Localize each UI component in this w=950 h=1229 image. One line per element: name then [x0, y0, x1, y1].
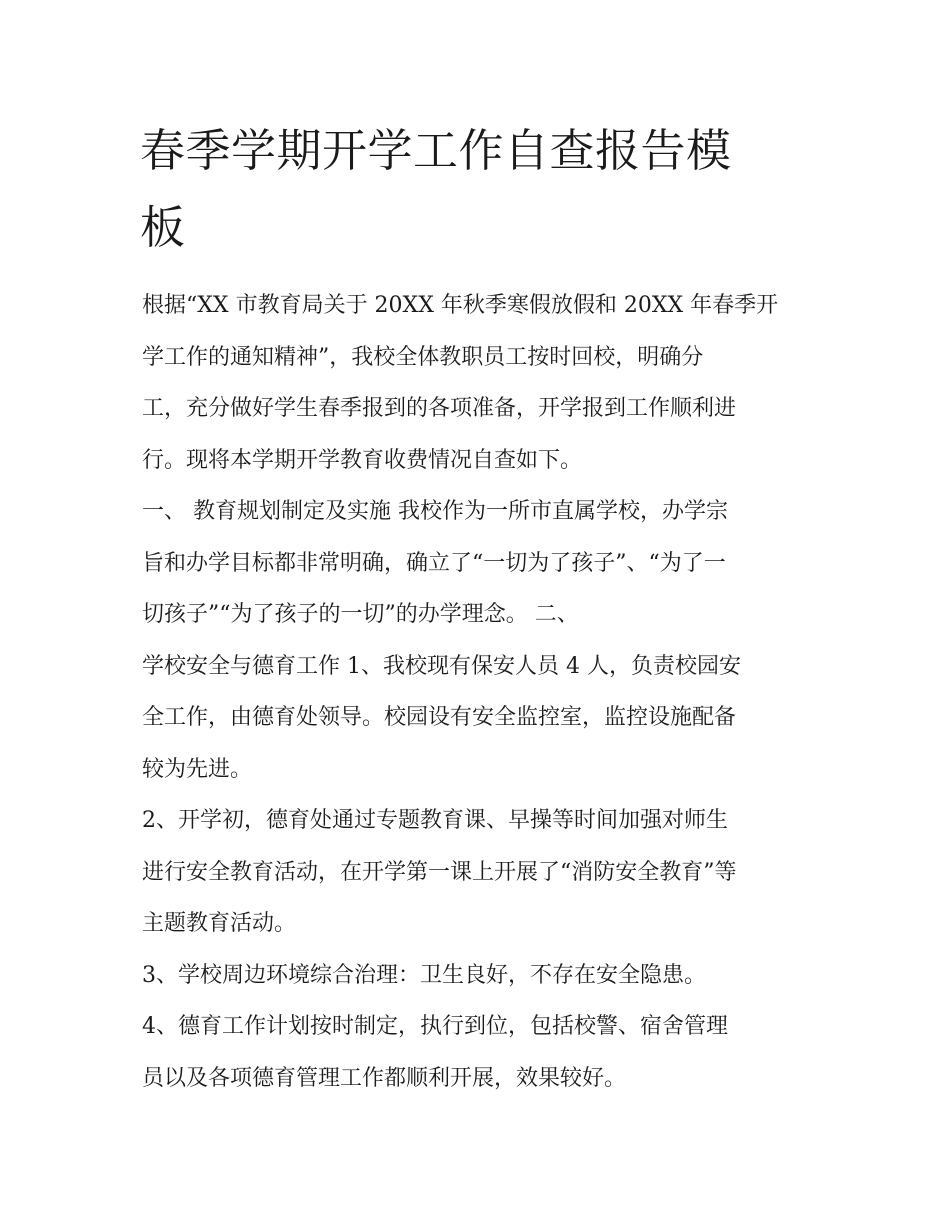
- body-line: 进行安全教育活动，在开学第一课上开展了“消防安全教育”等: [142, 859, 737, 885]
- body-line: 工，充分做好学生春季报到的各项准备，开学报到工作顺利进: [142, 396, 737, 421]
- body-line: 学校安全与德育工作 1、我校现有保安人员 4 人，负责校园安: [142, 653, 741, 679]
- document-body: [142, 280, 832, 1104]
- body-line: 根据“XX 市教育局关于 20XX 年秋季寒假放假和 20XX 年春季开: [142, 293, 779, 318]
- body-line: 旨和办学目标都非常明确，确立了“一切为了孩子”、“为了一: [142, 550, 726, 576]
- title-line: 板: [140, 201, 186, 254]
- body-line: 3、学校周边环境综合治理：卫生良好，不存在安全隐患。: [142, 962, 706, 988]
- body-line: 4、德育工作计划按时制定，执行到位，包括校警、宿舍管理: [142, 1014, 728, 1039]
- body-line: 全工作，由德育处领导。校园设有安全监控室，监控设施配备: [142, 705, 737, 730]
- title-line: 春季学期开学工作自查报告模: [140, 124, 732, 177]
- body-line: 员以及各项德育管理工作都顺利开展，效果较好。: [142, 1065, 627, 1091]
- body-line: 学工作的通知精神”，我校全体教职员工按时回校，明确分: [142, 344, 704, 370]
- body-line: 行。现将本学期开学教育收费情况自查如下。: [142, 447, 583, 473]
- body-line: 2、开学初，德育处通过专题教育课、早操等时间加强对师生: [142, 808, 728, 833]
- body-line: 一、 教育规划制定及实施 我校作为一所市直属学校，办学宗: [142, 499, 728, 524]
- body-line: 主题教育活动。: [142, 911, 297, 936]
- document-title: [140, 112, 820, 266]
- body-line: 较为先进。: [142, 756, 253, 782]
- body-line: 切孩子”“为了孩子的一切”的办学理念。 二、: [142, 602, 579, 627]
